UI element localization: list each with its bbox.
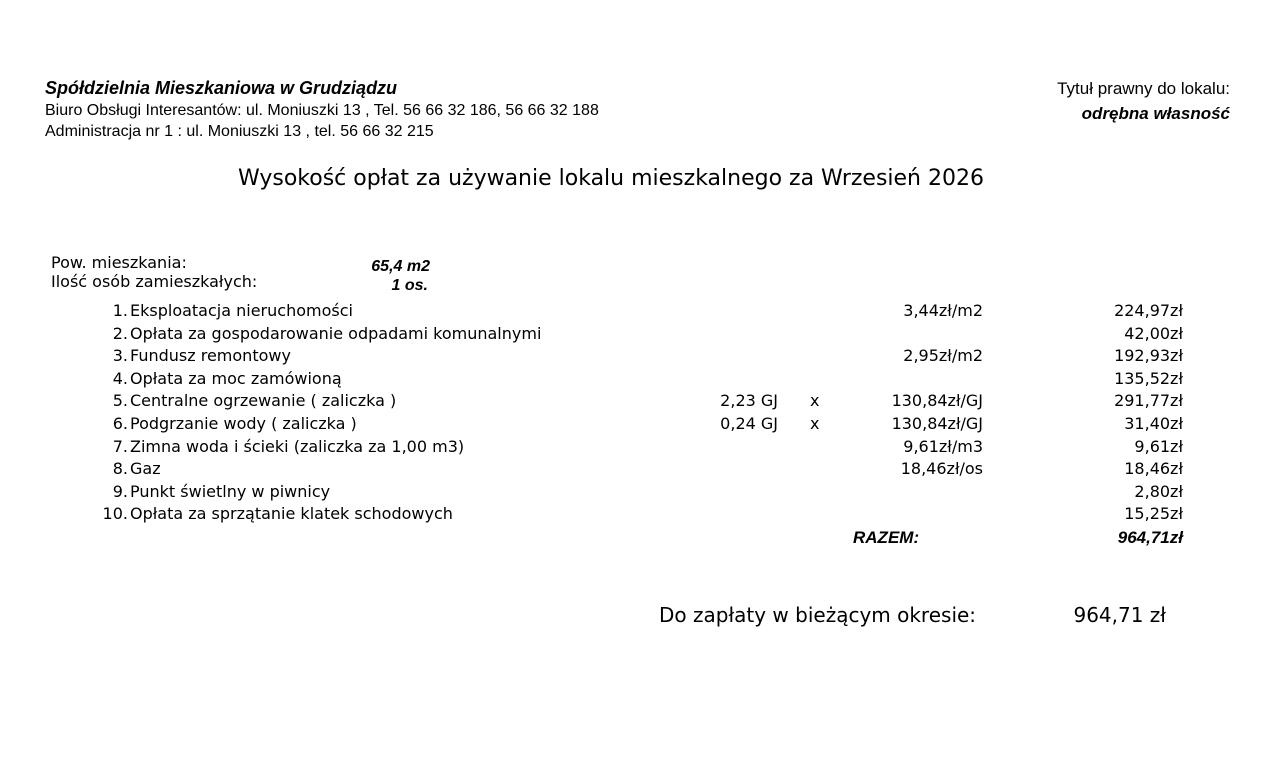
item-number: 3. — [112, 346, 128, 366]
item-number: 4. — [112, 368, 128, 388]
item-amount: 18,46zł — [1124, 459, 1183, 479]
item-name: Zimna woda i ścieki (zaliczka za 1,00 m3) — [130, 436, 465, 456]
item-name: Fundusz remontowy — [130, 346, 291, 366]
total-label: RAZEM: — [853, 528, 920, 547]
item-amount: 135,52zł — [1114, 368, 1183, 388]
item-number: 9. — [112, 481, 128, 501]
table-row — [0, 437, 1280, 459]
item-number: 10. — [102, 504, 128, 524]
item-name: Eksploatacja nieruchomości — [130, 301, 353, 320]
item-amount: 15,25zł — [1124, 504, 1183, 524]
item-number: 1. — [112, 301, 128, 320]
item-amount: 291,77zł — [1114, 391, 1183, 411]
organization-block — [45, 76, 599, 142]
item-name: Opłata za sprzątanie klatek schodowych — [130, 504, 453, 524]
table-row — [0, 414, 1280, 436]
item-rate: 3,44zł/m2 — [903, 301, 983, 320]
document-title: Wysokość opłat za używanie lokalu mieszkalnego za Wrzesień 2026 — [238, 166, 984, 191]
area-label: Pow. mieszkania: — [51, 253, 187, 272]
persons-label: Ilość osób zamieszkałych: — [51, 272, 258, 291]
persons-value: 1 os. — [391, 277, 428, 294]
total-value: 964,71zł — [1117, 528, 1183, 547]
table-row — [0, 324, 1280, 346]
amount-due-value: 964,71 zł — [1073, 603, 1166, 627]
item-multiply-sign: x — [810, 391, 820, 411]
item-rate: 2,95zł/m2 — [903, 346, 983, 366]
area-value: 65,4 m2 — [371, 258, 430, 275]
item-name: Podgrzanie wody ( zaliczka ) — [130, 414, 357, 433]
table-row — [0, 504, 1280, 526]
item-name: Opłata za gospodarowanie odpadami komunalnymi — [130, 323, 542, 343]
item-rate: 130,84zł/GJ — [891, 414, 983, 433]
item-name: Opłata za moc zamówioną — [130, 368, 342, 388]
administration-contact-line: Administracja nr 1 : ul. Moniuszki 13 , tel. 56 66 32 215 — [45, 123, 434, 140]
table-row — [0, 369, 1280, 391]
amount-due-label: Do zapłaty w bieżącym okresie: — [659, 603, 977, 627]
item-quantity: 0,24 GJ — [720, 414, 778, 433]
table-row — [0, 346, 1280, 368]
legal-title-label: Tytuł prawny do lokalu: — [1057, 79, 1230, 98]
legal-title-block — [1057, 77, 1230, 127]
item-name: Punkt świetlny w piwnicy — [130, 481, 331, 501]
item-multiply-sign: x — [810, 414, 820, 433]
item-quantity: 2,23 GJ — [720, 391, 778, 411]
item-amount: 192,93zł — [1114, 346, 1183, 366]
item-amount: 42,00zł — [1124, 323, 1183, 343]
item-number: 2. — [112, 323, 128, 343]
item-rate: 9,61zł/m3 — [903, 436, 983, 456]
item-number: 5. — [112, 391, 128, 411]
table-row — [0, 301, 1280, 323]
item-name: Centralne ogrzewanie ( zaliczka ) — [130, 391, 397, 411]
item-name: Gaz — [130, 459, 161, 479]
item-amount: 31,40zł — [1124, 414, 1183, 433]
table-row — [0, 391, 1280, 413]
table-row — [0, 482, 1280, 504]
item-number: 6. — [112, 414, 128, 433]
legal-title-value: odrębna własność — [1081, 104, 1230, 123]
item-amount: 224,97zł — [1114, 301, 1183, 320]
office-contact-line: Biuro Obsługi Interesantów: ul. Moniuszki 13 , Tel. 56 66 32 186, 56 66 32 188 — [45, 102, 599, 119]
item-rate: 130,84zł/GJ — [891, 391, 983, 411]
item-rate: 18,46zł/os — [900, 459, 983, 479]
item-number: 8. — [112, 459, 128, 479]
item-number: 7. — [112, 436, 128, 456]
organization-name: Spółdzielnia Mieszkaniowa w Grudziądzu — [45, 78, 398, 98]
table-row — [0, 459, 1280, 481]
item-amount: 2,80zł — [1134, 481, 1183, 501]
item-amount: 9,61zł — [1134, 436, 1183, 456]
